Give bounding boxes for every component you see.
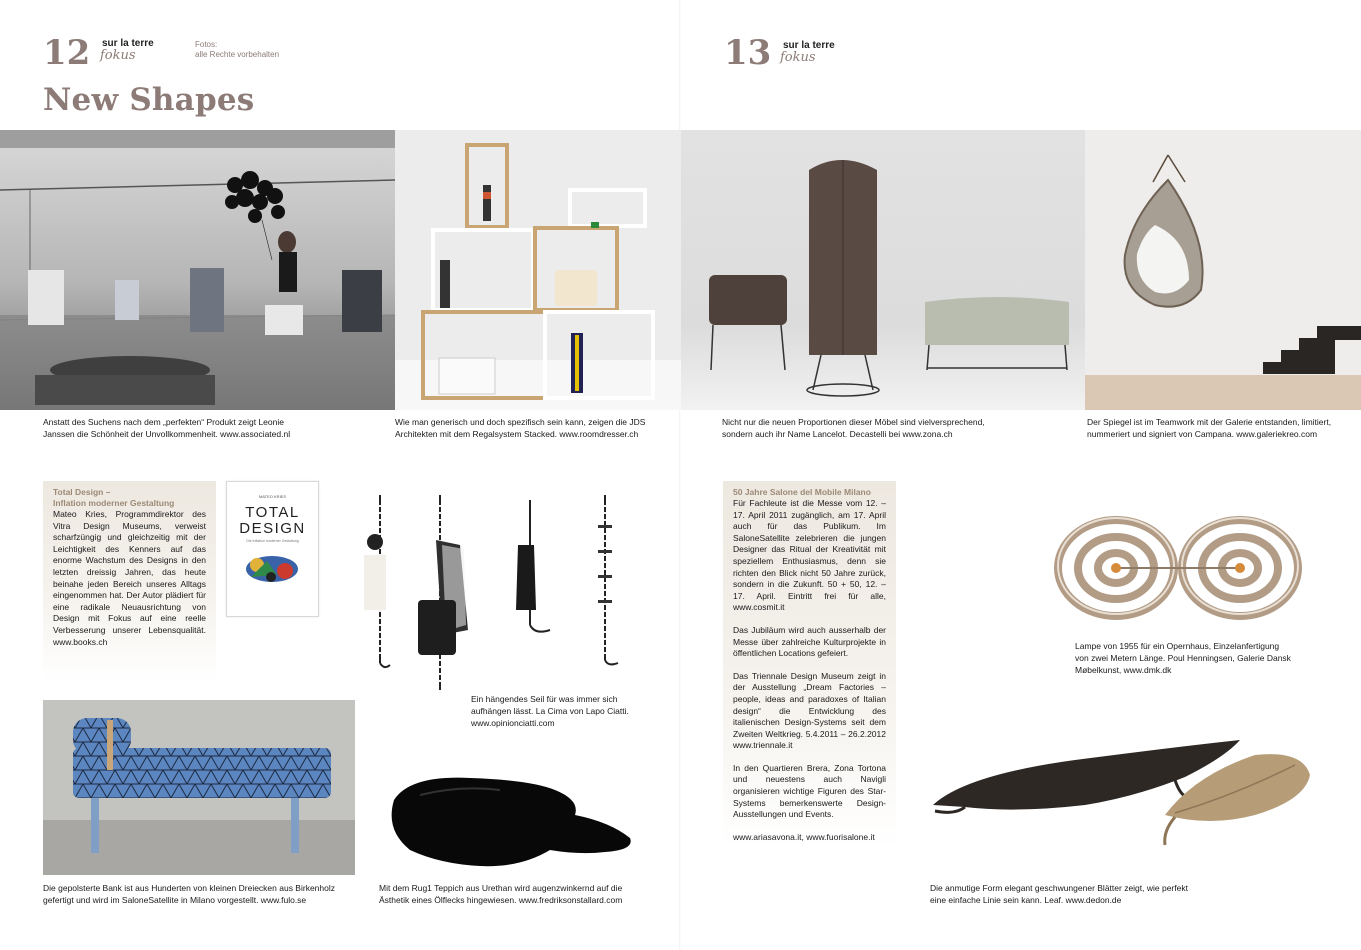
sidebar-heading: Inflation moderner Gestaltung	[53, 498, 175, 508]
photo-warehouse-chairs	[0, 130, 395, 410]
caption-lamp	[1075, 640, 1325, 676]
sidebar-paragraph: Das Jubiläum wird auch ausserhalb der Messe über zahlreiche Kulturprojekte in öffentlichen Locations gefeiert.	[733, 624, 886, 659]
caption-line: Lampe von 1955 für ein Opernhaus, Einzelanfertigung	[1075, 641, 1280, 651]
caption-line: Janssen die Schönheit der Unvollkommenheit. www.associated.nl	[43, 429, 291, 439]
photo-rope-hangers	[350, 485, 640, 700]
book-cover	[226, 481, 319, 617]
book-illustration	[227, 547, 318, 597]
caption-line: Anstatt des Suchens nach dem „perfekten“ Produkt zeigt Leonie	[43, 417, 284, 427]
caption-line: Die gepolsterte Bank ist aus Hunderten von kleinen Dreiecken aus Birkenholz	[43, 883, 335, 893]
caption-warehouse	[43, 416, 383, 440]
sidebar-salone	[723, 481, 896, 847]
sidebar-total-design	[43, 481, 216, 681]
book-title-line2: DESIGN	[239, 520, 306, 537]
sidebar-paragraph: In den Quartieren Brera, Zona Tortona und neuestens auch Navigli organisieren wichtige Figuren des Star-Systems bemerkenswerte Design-Ausstellungen und Events.	[733, 762, 886, 820]
book-title-line1: TOTAL	[245, 504, 300, 521]
sidebar-paragraph: Das Triennale Design Museum zeigt in der Ausstellung „Dream Factories – people, ideas and paradoxes of Italian design“ die Entwicklung des italienischen Design-Systems seit dem Zweiten Weltkrieg. 5.4.2011 – 26.2.2012 www.triennale.it	[733, 670, 886, 751]
photo-dedon-leaf	[925, 735, 1320, 855]
caption-leaf	[930, 882, 1260, 906]
section-subtitle-left: fokus	[100, 48, 136, 63]
caption-line: Ein hängendes Seil für was immer sich	[471, 694, 618, 704]
caption-line: Architekten mit dem Regalsystem Stacked. www.roomdresser.ch	[395, 429, 639, 439]
photo-credit	[195, 40, 279, 60]
caption-line: sondern auch ihr Name Lancelot. Decastelli bei www.zona.ch	[722, 429, 953, 439]
caption-line: www.opinionciatti.com	[471, 718, 555, 728]
sidebar-paragraph: Für Fachleute ist die Messe vom 12. – 17. April 2011 zugänglich, am 17. April auch für das Publikum. Im SaloneSatellite zelebrieren die jungen Designer das Ritual der Kreativität mit speziellem Enthusiasmus, denn sie richten den Blick nicht 50 Jahre zurück, sondern in die Zukunft. 50 + 50, 12. – 17. April. Eintritt frei für alle, www.cosmit.it	[733, 498, 886, 613]
caption-line: Wie man generisch und doch spezifisch sein kann, zeigen die JDS	[395, 417, 646, 427]
caption-line: Mit dem Rug1 Teppich aus Urethan wird augenzwinkernd auf die	[379, 883, 623, 893]
page-headline: New Shapes	[43, 82, 255, 118]
photo-credit-line1: Fotos:	[195, 40, 218, 49]
caption-line: eine einfache Linie sein kann. Leaf. www.dedon.de	[930, 895, 1122, 905]
caption-line: nummeriert und signiert von Campana. www.galeriekreo.com	[1087, 429, 1318, 439]
page-number-right: 13	[724, 33, 772, 73]
photo-stacked-shelves	[395, 130, 681, 410]
caption-line: Nicht nur die neuen Proportionen dieser Möbel sind vielversprechend,	[722, 417, 985, 427]
caption-shelves	[395, 416, 675, 440]
sidebar-heading: Total Design –	[53, 487, 111, 497]
caption-line: aufhängen lässt. La Cima von Lapo Ciatti.	[471, 706, 629, 716]
caption-line: Møbelkunst, www.dmk.dk	[1075, 665, 1172, 675]
sidebar-text: Mateo Kries, Programmdirektor des Vitra Design Museums, verweist scharfzüngig und gleichzeitig mit der Leichtigkeit des Kenners auf das enorme Wachstum des Designs in den letzten dreissig Jahren, das heute beinahe jeden Bereich unseres Alltags eingenommen hat. Der Autor plädiert für eine radikale Neuausrichtung von Design mit Fokus auf eine reelle Verbesserung unserer Lebensqualität. www.books.ch	[53, 509, 206, 647]
caption-line: gefertigt und wird im SaloneSatellite in Milano vorgestellt. www.fulo.se	[43, 895, 307, 905]
photo-fulo-bench	[43, 700, 355, 875]
caption-rug	[379, 882, 679, 906]
caption-line: Ästhetik eines Ölflecks hingewiesen. www.fredriksonstallard.com	[379, 895, 623, 905]
section-title-right: sur la terre	[783, 40, 835, 51]
sidebar-links: www.ariasavona.it, www.fuorisalone.it	[733, 831, 875, 842]
section-title-left: sur la terre	[102, 38, 154, 49]
sidebar-heading: 50 Jahre Salone del Mobile Milano	[733, 487, 871, 497]
book-subtitle: Die Inflation moderner Gestaltung	[246, 539, 299, 543]
photo-oil-rug	[380, 770, 640, 875]
book-author: MATEO KRIES	[258, 494, 287, 499]
photo-lancelot-furniture	[681, 130, 1085, 410]
caption-lancelot	[722, 416, 1062, 440]
photo-credit-line2: alle Rechte vorbehalten	[195, 50, 280, 59]
photo-campana-mirror	[1085, 130, 1361, 410]
page-number-left: 12	[43, 33, 91, 73]
caption-line: Der Spiegel ist im Teamwork mit der Galerie entstanden, limitiert,	[1087, 417, 1332, 427]
photo-henningsen-lamp	[1050, 510, 1310, 630]
caption-mirror	[1087, 416, 1357, 440]
caption-bench	[43, 882, 383, 906]
caption-line: von zwei Metern Länge. Poul Henningsen, Galerie Dansk	[1075, 653, 1291, 663]
caption-rope	[471, 693, 671, 729]
caption-line: Die anmutige Form elegant geschwungener Blätter zeigt, wie perfekt	[930, 883, 1188, 893]
section-subtitle-right: fokus	[780, 50, 816, 65]
